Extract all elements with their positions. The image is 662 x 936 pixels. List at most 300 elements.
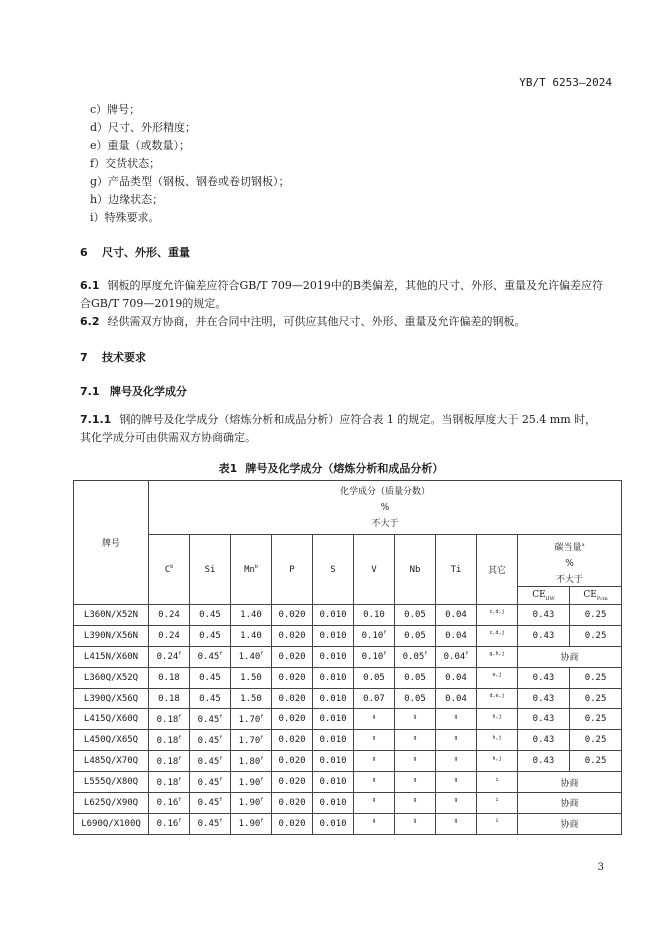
cell-c	[149, 625, 190, 646]
cell-value: g	[413, 797, 417, 804]
col-nb: Nb	[395, 535, 436, 605]
cell-p	[272, 625, 313, 646]
section-title: 牌号及化学成分	[110, 385, 187, 398]
col-label: CE	[532, 590, 546, 600]
cell-nb	[395, 751, 436, 772]
cell-value: c,d,j	[489, 609, 505, 616]
cell-c	[149, 772, 190, 793]
cell-value: g	[454, 776, 458, 783]
cell-value: 0.45	[199, 693, 221, 704]
cell-mn	[231, 667, 272, 688]
cell-other	[477, 772, 518, 793]
carbon-equivalent-header	[518, 535, 622, 605]
cell-value: 0.05	[404, 693, 426, 704]
cell-value: g	[413, 755, 417, 762]
cell-value: 1.70	[238, 714, 261, 725]
cell-value: 0.020	[278, 672, 306, 683]
cell-value: g	[454, 734, 458, 741]
cell-value: 0.020	[278, 609, 306, 620]
cell-other	[477, 646, 518, 667]
cell-ce-iiw	[518, 688, 570, 709]
cell-value: 1.50	[240, 693, 262, 704]
cell-grade	[74, 730, 149, 751]
footnote-mark: f	[219, 797, 223, 804]
cell-other	[477, 688, 518, 709]
cell-value: L555Q/X80Q	[83, 777, 139, 788]
cell-c	[149, 709, 190, 730]
cell-value: i	[495, 797, 499, 804]
cell-s	[313, 646, 354, 667]
cell-mn	[231, 730, 272, 751]
col-label: CE	[583, 590, 597, 600]
cell-ce-pcm	[570, 667, 622, 688]
table-row	[74, 709, 622, 730]
cell-c	[149, 730, 190, 751]
table-row	[74, 646, 622, 667]
cell-ti	[436, 751, 477, 772]
list-item: c）牌号；	[90, 103, 141, 116]
section-7-heading	[80, 349, 146, 365]
cell-v	[354, 813, 395, 834]
cell-nb	[395, 646, 436, 667]
cell-c	[149, 813, 190, 834]
cell-value: 0.04	[445, 693, 467, 704]
cell-ti	[436, 625, 477, 646]
cell-value: g	[372, 776, 376, 783]
grade-composition-table	[73, 480, 622, 835]
table-row	[74, 605, 622, 626]
cell-ce-iiw	[518, 730, 570, 751]
table-row	[74, 688, 622, 709]
cell-value: 0.45	[197, 652, 220, 663]
cell-ce-negotiated: 协商	[518, 793, 622, 814]
cell-ce-iiw	[518, 625, 570, 646]
cell-mn	[231, 813, 272, 834]
cell-s	[313, 688, 354, 709]
cell-s	[313, 772, 354, 793]
cell-value: 0.010	[319, 609, 347, 620]
cell-value: 0.18	[158, 693, 180, 704]
cell-other	[477, 793, 518, 814]
cell-value: 0.24	[156, 652, 179, 663]
cell-ce-negotiated: 协商	[518, 772, 622, 793]
footnote-mark: f	[178, 797, 182, 804]
cell-s	[313, 667, 354, 688]
cell-si	[190, 813, 231, 834]
cell-mn	[231, 688, 272, 709]
cell-c	[149, 688, 190, 709]
cell-value: 1.90	[238, 819, 261, 830]
footnote-mark: f	[260, 797, 264, 804]
col-label: Mn	[244, 565, 255, 575]
footnote-mark: f	[219, 734, 223, 741]
cell-nb	[395, 730, 436, 751]
cell-p	[272, 667, 313, 688]
cell-v	[354, 688, 395, 709]
cell-grade	[74, 667, 149, 688]
cell-p	[272, 793, 313, 814]
cell-grade	[74, 751, 149, 772]
cell-value: 1.70	[238, 735, 261, 746]
cell-s	[313, 793, 354, 814]
cell-ti	[436, 709, 477, 730]
cell-value: 0.10	[361, 652, 384, 663]
cell-value: L450Q/X65Q	[83, 735, 139, 746]
cell-value: 1.90	[238, 777, 261, 788]
cell-ce-pcm	[570, 709, 622, 730]
cell-value: g	[413, 776, 417, 783]
cell-ce-iiw	[518, 667, 570, 688]
cell-value: h,j	[492, 734, 502, 741]
cell-mn	[231, 772, 272, 793]
cell-value: g	[372, 797, 376, 804]
cell-mn	[231, 709, 272, 730]
cell-p	[272, 751, 313, 772]
cell-value: 0.25	[584, 609, 607, 620]
cell-s	[313, 751, 354, 772]
cell-value: 0.43	[532, 714, 555, 725]
footnote-mark: f	[219, 755, 223, 762]
cell-ce-pcm	[570, 625, 622, 646]
cell-value: 0.45	[197, 756, 220, 767]
footnote-mark: f	[178, 651, 182, 658]
cell-si	[190, 605, 231, 626]
cell-value: g	[372, 755, 376, 762]
cell-value: g	[372, 713, 376, 720]
cell-value: 0.07	[363, 693, 385, 704]
cell-nb	[395, 625, 436, 646]
cell-value: 0.010	[319, 714, 347, 725]
cell-v	[354, 625, 395, 646]
footnote-mark: f	[178, 734, 182, 741]
cell-p	[272, 709, 313, 730]
cell-grade	[74, 793, 149, 814]
section-number: 7.1	[80, 385, 100, 398]
footnote-mark: f	[178, 755, 182, 762]
cell-value: L415N/X60N	[83, 651, 139, 662]
list-item: e）重量（或数量）；	[90, 139, 191, 152]
cell-value: 0.45	[199, 609, 221, 620]
cell-value: 0.020	[278, 756, 306, 767]
cell-value: 0.43	[532, 756, 555, 767]
list-item: g）产品类型（钢板、钢卷或卷切钢板）；	[90, 175, 290, 188]
cell-value: 0.43	[532, 672, 555, 683]
cell-si	[190, 646, 231, 667]
cell-ti	[436, 667, 477, 688]
cell-value: 0.020	[278, 777, 306, 788]
table-row	[74, 813, 622, 834]
cell-value: h,j	[492, 713, 502, 720]
cell-value: 0.25	[584, 630, 607, 641]
cell-value: 0.05	[404, 672, 426, 683]
cell-value: e,j	[492, 672, 502, 679]
cell-s	[313, 730, 354, 751]
cell-v	[354, 667, 395, 688]
cell-value: L690Q/X100Q	[81, 818, 141, 829]
cell-si	[190, 709, 231, 730]
cell-p	[272, 813, 313, 834]
ce-unit: %	[565, 559, 574, 569]
cell-nb	[395, 688, 436, 709]
cell-other	[477, 709, 518, 730]
cell-value: 1.90	[238, 798, 261, 809]
cell-mn	[231, 793, 272, 814]
clause-6-2	[80, 313, 620, 331]
cell-value: 0.020	[278, 693, 306, 704]
cell-value: 0.020	[278, 630, 306, 641]
cell-value: g	[413, 818, 417, 825]
cell-grade	[74, 813, 149, 834]
section-6-heading	[80, 244, 190, 260]
cell-grade	[74, 646, 149, 667]
composition-label: 化学成分（质量分数）	[340, 486, 431, 497]
cell-value: 0.010	[319, 777, 347, 788]
col-subscript: IIW	[545, 595, 555, 602]
cell-value: 0.10	[361, 631, 384, 642]
cell-value: 0.04	[445, 672, 467, 683]
table-number: 表1	[218, 462, 238, 475]
cell-value: c,d,j	[489, 630, 505, 637]
footnote-mark: f	[260, 734, 264, 741]
footnote-mark: f	[260, 755, 264, 762]
cell-value: 0.43	[532, 693, 555, 704]
footnote-mark: f	[219, 651, 223, 658]
cell-ti	[436, 730, 477, 751]
cell-value: 0.45	[199, 630, 221, 641]
cell-si	[190, 688, 231, 709]
cell-v	[354, 646, 395, 667]
footnote-mark: f	[260, 776, 264, 783]
cell-nb	[395, 772, 436, 793]
clause-7-1-1	[80, 411, 620, 447]
cell-ce-iiw	[518, 709, 570, 730]
cell-p	[272, 688, 313, 709]
cell-value: 0.010	[319, 756, 347, 767]
cell-grade	[74, 772, 149, 793]
cell-other	[477, 625, 518, 646]
col-p: P	[272, 535, 313, 605]
footnote-mark: a	[581, 542, 585, 548]
cell-grade	[74, 688, 149, 709]
footnote-mark: b	[170, 564, 174, 570]
cell-value: L360Q/X52Q	[83, 672, 139, 683]
cell-value: 0.020	[278, 651, 306, 662]
col-mn	[231, 535, 272, 605]
cell-value: L390N/X56N	[83, 630, 139, 641]
composition-limit: 不大于	[371, 518, 399, 529]
section-7-1-heading	[80, 383, 187, 399]
list-item: h）边缘状态；	[90, 193, 164, 206]
cell-value: 0.25	[584, 735, 607, 746]
cell-value: h,j	[492, 755, 502, 762]
cell-ce-pcm	[570, 751, 622, 772]
ce-limit: 不大于	[556, 575, 584, 585]
cell-value: L390Q/X56Q	[83, 693, 139, 704]
cell-c	[149, 667, 190, 688]
list-item: i）特殊要求。	[90, 211, 160, 224]
footnote-mark: f	[178, 713, 182, 720]
col-label: C	[164, 565, 171, 575]
cell-value: 0.020	[278, 797, 306, 808]
cell-ce-iiw	[518, 605, 570, 626]
cell-value: i	[495, 776, 499, 783]
footnote-mark: f	[260, 651, 264, 658]
col-ce-iiw	[518, 587, 570, 604]
cell-v	[354, 793, 395, 814]
cell-si	[190, 772, 231, 793]
cell-value: 0.010	[319, 672, 347, 683]
cell-value: 0.18	[156, 714, 179, 725]
cell-value: 1.40	[240, 630, 262, 641]
cell-value: g	[454, 713, 458, 720]
col-other: 其它	[477, 535, 518, 605]
cell-value: 0.020	[278, 714, 306, 725]
cell-ce-negotiated: 协商	[518, 646, 622, 667]
cell-value: 0.05	[363, 672, 385, 683]
cell-nb	[395, 667, 436, 688]
footnote-mark: f	[219, 713, 223, 720]
table-caption	[0, 460, 662, 476]
cell-value: 0.16	[156, 819, 179, 830]
col-ti: Ti	[436, 535, 477, 605]
cell-value: d,e,j	[489, 693, 505, 699]
table-row	[74, 730, 622, 751]
cell-value: 0.05	[404, 630, 426, 641]
cell-value: 0.25	[584, 756, 607, 767]
cell-ce-pcm	[570, 730, 622, 751]
clause-number: 7.1.1	[80, 413, 112, 426]
cell-ce-pcm	[570, 688, 622, 709]
cell-p	[272, 605, 313, 626]
cell-value: L485Q/X70Q	[83, 756, 139, 767]
composition-header	[149, 481, 622, 535]
cell-other	[477, 667, 518, 688]
cell-value: g	[413, 713, 417, 720]
cell-value: 0.24	[158, 630, 180, 641]
cell-value: 0.45	[197, 819, 220, 830]
cell-ce-negotiated: 协商	[518, 813, 622, 834]
cell-value: 0.05	[402, 652, 425, 663]
cell-value: 1.40	[238, 652, 261, 663]
table-row	[74, 751, 622, 772]
cell-si	[190, 667, 231, 688]
cell-value: 0.010	[319, 818, 347, 829]
cell-other	[477, 813, 518, 834]
cell-value: 1.80	[238, 756, 261, 767]
table-body	[74, 605, 622, 835]
col-ce-pcm	[570, 587, 621, 604]
cell-ti	[436, 772, 477, 793]
cell-value: 0.04	[443, 652, 466, 663]
cell-nb	[395, 709, 436, 730]
cell-si	[190, 730, 231, 751]
footnote-mark: b	[254, 564, 258, 570]
clause-text: 钢板的厚度允许偏差应符合GB/T 709—2019中的B类偏差，其他的尺寸、外形、重量及允许偏差应符	[107, 279, 603, 292]
cell-s	[313, 625, 354, 646]
cell-p	[272, 730, 313, 751]
cell-value: 0.45	[197, 798, 220, 809]
cell-grade	[74, 709, 149, 730]
cell-other	[477, 730, 518, 751]
page-number: 3	[597, 862, 604, 873]
col-si: Si	[190, 535, 231, 605]
cell-value: 0.020	[278, 818, 306, 829]
cell-value: 0.25	[584, 672, 607, 683]
footnote-mark: f	[424, 651, 428, 658]
cell-p	[272, 772, 313, 793]
cell-value: 0.18	[158, 672, 180, 683]
table-title: 牌号及化学成分（熔炼分析和成品分析）	[245, 462, 444, 475]
cell-value: 0.18	[156, 735, 179, 746]
cell-value: 0.020	[278, 735, 306, 746]
standard-number: YB/T 6253—2024	[519, 76, 612, 89]
cell-nb	[395, 813, 436, 834]
cell-value: g,h,j	[489, 651, 505, 658]
cell-value: 0.25	[584, 714, 607, 725]
footnote-mark: f	[260, 818, 264, 825]
footnote-mark: f	[260, 713, 264, 720]
clause-number: 6.2	[80, 315, 100, 328]
clause-text: 其化学成分可由供需双方协商确定。	[80, 431, 256, 444]
cell-mn	[231, 605, 272, 626]
cell-si	[190, 793, 231, 814]
cell-value: 0.45	[199, 672, 221, 683]
cell-value: 1.40	[240, 609, 262, 620]
cell-ti	[436, 646, 477, 667]
cell-ti	[436, 605, 477, 626]
col-subscript: Pcm	[596, 595, 608, 602]
clause-text: 经供需双方协商，并在合同中注明，可供应其他尺寸、外形、重量及允许偏差的钢板。	[107, 315, 526, 328]
section-title: 尺寸、外形、重量	[102, 246, 190, 259]
col-v: V	[354, 535, 395, 605]
cell-v	[354, 709, 395, 730]
clause-number: 6.1	[80, 279, 100, 292]
list-item: d）尺寸、外形精度；	[90, 121, 197, 134]
cell-s	[313, 813, 354, 834]
clause-6-1	[80, 277, 620, 313]
cell-value: 0.16	[156, 798, 179, 809]
clause-text: 合GB/T 709—2019的规定。	[80, 297, 227, 310]
cell-ce-pcm	[570, 605, 622, 626]
cell-mn	[231, 751, 272, 772]
composition-unit: %	[380, 502, 390, 513]
cell-value: g	[413, 734, 417, 741]
footnote-mark: f	[178, 818, 182, 825]
section-number: 7	[80, 351, 88, 364]
col-s: S	[313, 535, 354, 605]
cell-value: 0.010	[319, 797, 347, 808]
cell-p	[272, 646, 313, 667]
footnote-mark: f	[219, 818, 223, 825]
cell-value: 0.45	[197, 735, 220, 746]
cell-value: 1.50	[240, 672, 262, 683]
cell-nb	[395, 793, 436, 814]
cell-ti	[436, 688, 477, 709]
section-number: 6	[80, 246, 88, 259]
cell-v	[354, 751, 395, 772]
cell-value: g	[454, 818, 458, 825]
cell-value: g	[372, 818, 376, 825]
cell-value: 0.43	[532, 609, 555, 620]
table-row	[74, 667, 622, 688]
section-title: 技术要求	[102, 351, 146, 364]
cell-value: 0.010	[319, 651, 347, 662]
cell-v	[354, 772, 395, 793]
cell-s	[313, 605, 354, 626]
cell-grade	[74, 625, 149, 646]
footnote-mark: f	[178, 776, 182, 783]
cell-ti	[436, 813, 477, 834]
